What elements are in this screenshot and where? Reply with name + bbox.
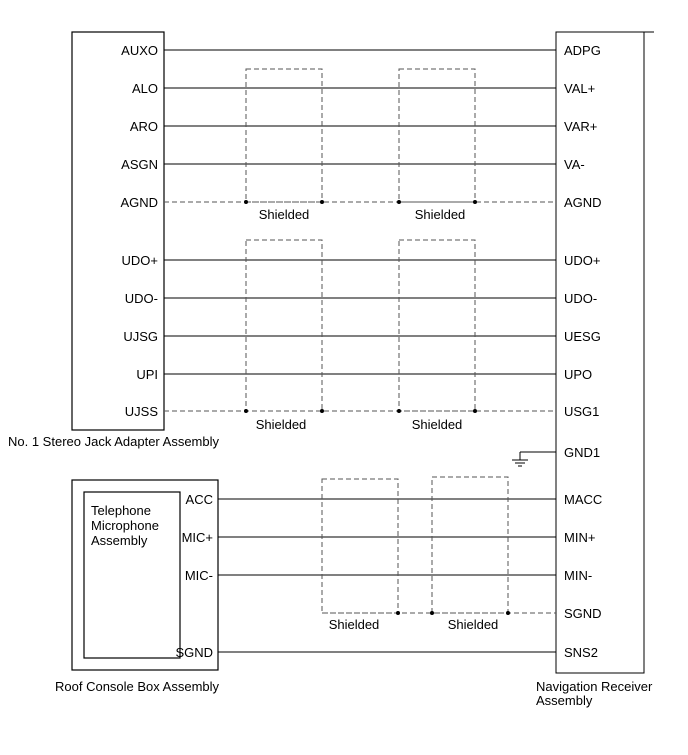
shield-usb-1 <box>246 240 322 411</box>
nav-receiver-pin: UDO- <box>564 291 598 306</box>
telephone-mic-label-line2: Microphone <box>91 518 159 533</box>
nav-receiver-pin: GND1 <box>564 445 601 460</box>
ground-wires <box>164 202 556 613</box>
shield-audio-2 <box>399 69 475 202</box>
stereo-jack-pin: UJSS <box>124 404 158 419</box>
junction-dot <box>320 200 324 204</box>
nav-receiver-label-line1: Navigation Receiver <box>536 679 653 694</box>
stereo-jack-pin: AGND <box>120 195 158 210</box>
telephone-mic-label-line3: Assembly <box>91 533 148 548</box>
nav-receiver-pin: MIN- <box>564 568 593 583</box>
nav-receiver-label-line2: Assembly <box>536 693 593 708</box>
junction-dot <box>244 409 248 413</box>
stereo-jack-pin: AUXO <box>121 43 158 58</box>
nav-receiver-pin: VAL+ <box>564 81 596 96</box>
nav-receiver-pin: SNS2 <box>564 645 598 660</box>
junction-dot <box>320 409 324 413</box>
shield-label: Shielded <box>411 417 463 432</box>
junction-dot <box>397 200 401 204</box>
nav-receiver-pin: MIN+ <box>564 530 596 545</box>
junction-dot <box>506 611 510 615</box>
junction-dot <box>244 200 248 204</box>
junction-dots <box>244 200 510 615</box>
nav-receiver-pin: ADPG <box>564 43 601 58</box>
nav-receiver-pins <box>564 43 602 660</box>
shield-label: Shielded <box>255 417 307 432</box>
shield-labels <box>256 207 499 632</box>
signal-wires <box>164 50 556 652</box>
roof-console-pin: MIC- <box>184 568 213 583</box>
ground-icon <box>512 452 556 466</box>
stereo-jack-pin: ASGN <box>121 157 158 172</box>
telephone-mic-label-line1: Telephone <box>91 503 151 518</box>
stereo-jack-pin: UDO- <box>124 291 158 306</box>
stereo-jack-pin: UJSG <box>123 329 158 344</box>
shield-mic-2 <box>432 477 508 613</box>
junction-dot <box>473 409 477 413</box>
roof-console-pin: ACC <box>185 492 213 507</box>
shield-label: Shielded <box>414 207 466 222</box>
stereo-jack-pin: UDO+ <box>121 253 158 268</box>
stereo-jack-pin: ARO <box>129 119 158 134</box>
junction-dot <box>396 611 400 615</box>
roof-console-pin: SGND <box>175 645 213 660</box>
nav-receiver-pin: USG1 <box>564 404 600 419</box>
shields <box>246 69 508 613</box>
roof-console-pin: MIC+ <box>181 530 213 545</box>
junction-dot <box>397 409 401 413</box>
nav-receiver-pin: UPO <box>564 367 593 382</box>
nav-receiver-pin: VAR+ <box>564 119 598 134</box>
stereo-jack-pin: UPI <box>136 367 158 382</box>
junction-dot <box>430 611 434 615</box>
stereo-jack-assembly-label: No. 1 Stereo Jack Adapter Assembly <box>8 434 219 449</box>
shield-label: Shielded <box>447 617 499 632</box>
shield-label: Shielded <box>328 617 380 632</box>
nav-receiver-pin: AGND <box>564 195 602 210</box>
shield-label: Shielded <box>258 207 310 222</box>
shield-usb-2 <box>399 240 475 411</box>
junction-dot <box>473 200 477 204</box>
nav-receiver-pin: MACC <box>564 492 603 507</box>
nav-receiver-pin: VA- <box>564 157 585 172</box>
shield-audio-1 <box>246 69 322 202</box>
nav-receiver-pin: UDO+ <box>564 253 601 268</box>
roof-console-assembly-label: Roof Console Box Assembly <box>55 679 220 694</box>
nav-receiver-pin: UESG <box>564 329 601 344</box>
stereo-jack-pin: ALO <box>131 81 158 96</box>
nav-receiver-pin: SGND <box>564 606 602 621</box>
